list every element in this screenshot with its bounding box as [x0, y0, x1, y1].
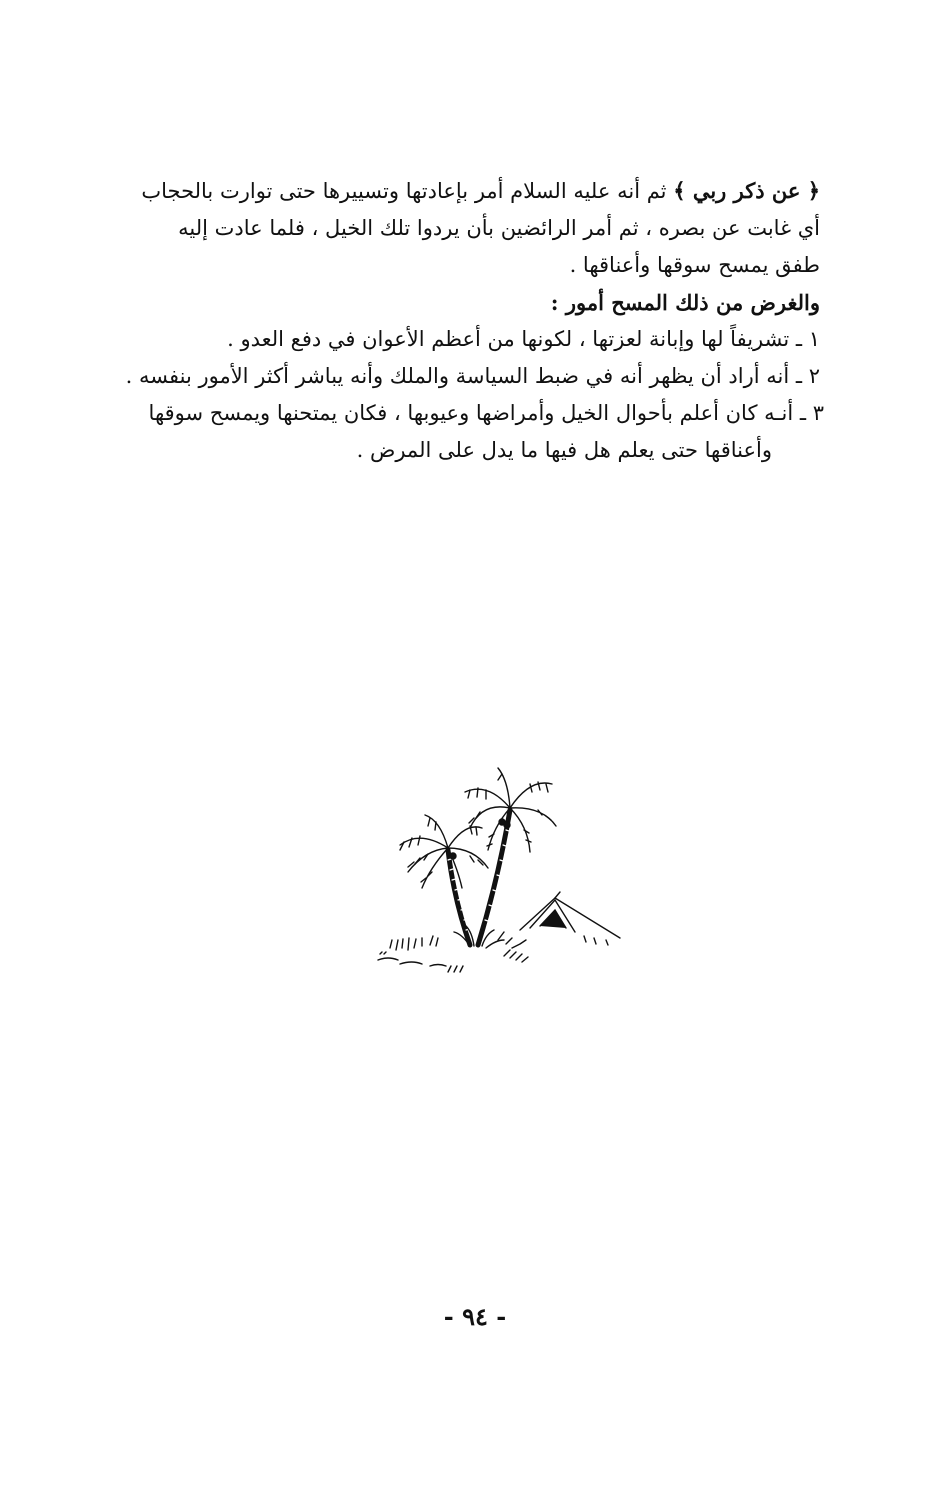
- palm-trees-tent-illustration: [370, 760, 640, 990]
- paragraph-line-2: أي غابت عن بصره ، ثم أمر الرائضين بأن يردوا تلك الخيل ، فلما عادت إليه: [178, 216, 820, 240]
- paragraph-line-1: [112, 172, 820, 210]
- section-heading: والغرض من ذلك المسح أمور :: [550, 290, 820, 315]
- page-number: - ٩٤ -: [443, 1302, 507, 1331]
- paragraph-line-1-rest: ثم أنه عليه السلام أمر بإعادتها وتسييرها حتى توارت بالحجاب: [141, 179, 674, 203]
- list-item-3-continuation: وأعناقها حتى يعلم هل فيها ما يدل على المرض .: [356, 438, 772, 462]
- list-item-1: ١ ـ تشريفاً لها وإبانة لعزتها ، لكونها من أعظم الأعوان في دفع العدو .: [227, 327, 820, 351]
- list-item-3: ٣ ـ أنـه كان أعلم بأحوال الخيل وأمراضها وعيوبها ، فكان يمتحنها ويمسح سوقها: [148, 401, 824, 425]
- palm-tree-icon: [370, 760, 640, 990]
- quran-quote: ﴿ عن ذكر ربي ﴾: [673, 178, 820, 203]
- list-item-2: ٢ ـ أنه أراد أن يظهر أنه في ضبط السياسة والملك وأنه يباشر أكثر الأمور بنفسه .: [125, 364, 820, 388]
- body-text: [112, 172, 824, 469]
- paragraph-line-3: طفق يمسح سوقها وأعناقها .: [569, 253, 820, 277]
